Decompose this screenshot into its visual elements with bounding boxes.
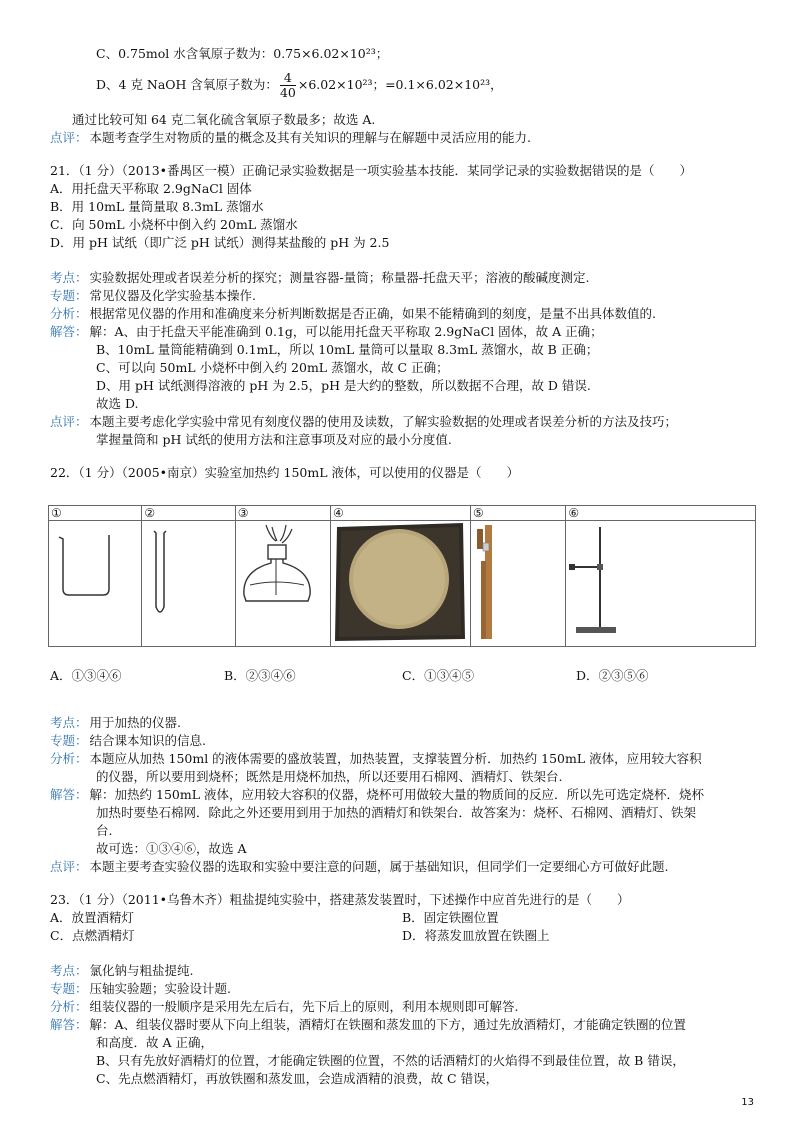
labeled-line [50,751,702,767]
section-text: 本题主要考查实验仪器的选取和实验中要注意的问题，属于基础知识，但同学们一定要细心方可做好此题. [89,859,669,874]
text-line: D、用 pH 试纸测得溶液的 pH 为 2.5，pH 是大约的整数，所以数据不合理，故 D 错误. [96,378,591,393]
section-text: 本题主要考虑化学实验中常见有刻度仪器的使用及读数，了解实验数据的处理或者误差分析的方法及技巧； [89,414,678,429]
section-label: 分析： [50,751,88,766]
section-label: 专题： [50,288,88,303]
labeled-line [50,306,656,322]
asbestos-gauze-icon [331,521,471,645]
text-line: 故可选：①③④⑥，故选 A [96,841,247,856]
section-text: 用于加热的仪器. [89,715,181,730]
text-line: A．放置酒精灯 [50,910,135,925]
text-line: 的仪器，所以要用到烧杯；既然是用烧杯加热，所以还要用石棉网、酒精灯、铁架台. [96,769,563,784]
text-line: B．固定铁圈位置 [402,910,499,925]
labeled-line [50,999,519,1015]
section-text: 解：A、组装仪器时要从下向上组装，酒精灯在铁圈和蒸发皿的下方，通过先放酒精灯，才能确定铁圈的位置 [89,1017,687,1032]
section-label: 解答： [50,324,88,339]
text-line: 22．（1 分）（2005•南京）实验室加热约 150mL 液体，可以使用的仪器是（ ） [50,465,519,480]
text-line: A．用托盘天平称取 2.9gNaCl 固体 [50,181,252,196]
labeled-line [50,981,231,997]
section-text: 常见仪器及化学实验基本操作. [89,288,256,303]
apparatus-cell-beaker: ① [49,506,142,646]
text-line: 和高度．故 A 正确， [96,1035,213,1050]
text-line: C、先点燃酒精灯，再放铁圈和蒸发皿，会造成酒精的浪费，故 C 错误， [96,1071,499,1086]
section-label: 点评： [50,859,88,874]
section-label: 考点： [50,715,88,730]
labeled-line [50,787,704,803]
labeled-line [50,733,206,749]
section-label: 点评： [50,130,88,145]
text-line: 台. [96,823,113,838]
labeled-line [50,288,256,304]
apparatus-cell-test-tube-holder: ⑤ [471,506,566,646]
section-text: 根据常见仪器的作用和准确度来分析判断数据是否正确，如果不能精确到的刻度，是量不出具体数值的. [89,306,656,321]
section-text: 解：加热约 150mL 液体，应用较大容积的仪器，烧杯可用做较大量的物质间的反应．所以先可选定烧杯．烧杯 [89,787,704,802]
q22-option: C．①③④⑤ [402,668,475,683]
section-label: 分析： [50,999,88,1014]
section-text: 组装仪器的一般顺序是采用先左后右，先下后上的原则，利用本规则即可解答. [89,999,519,1014]
section-label: 考点： [50,270,88,285]
labeled-line [50,1017,686,1033]
apparatus-table [48,505,756,647]
apparatus-cell-asbestos-gauze: ④ [331,506,471,646]
q22-option: B．②③④⑥ [224,668,296,683]
text-line: 23．（1 分）（2011•乌鲁木齐）粗盐提纯实验中，搭建蒸发装置时，下述操作中应首先进行的是（ ） [50,892,630,907]
section-text: 氯化钠与粗盐提纯. [89,963,194,978]
section-label: 专题： [50,981,88,996]
labeled-line [50,270,589,286]
text-line: B、只有先放好酒精灯的位置，才能确定铁圈的位置，不然的话酒精灯的火焰得不到最佳位置，故 B 错误， [96,1053,685,1068]
section-label: 解答： [50,787,88,802]
text-line: 故选 D. [96,396,139,411]
labeled-line [50,130,531,146]
page-number: 13 [741,1097,754,1108]
text-line: C．向 50mL 小烧杯中倒入约 20mL 蒸馏水 [50,217,298,232]
text-line: 通过比较可知 64 克二氧化硫含氧原子数最多；故选 A. [72,112,376,127]
beaker-icon [49,521,142,645]
section-text: 结合课本知识的信息. [89,733,206,748]
labeled-line [50,859,669,875]
apparatus-cell-alcohol-lamp: ③ [236,506,331,646]
text-line: 掌握量筒和 pH 试纸的使用方法和注意事项及对应的最小分度值. [96,432,452,447]
text-line: C．点燃酒精灯 [50,928,135,943]
iron-stand-icon [566,521,756,645]
text-line: 加热时要垫石棉网．除此之外还要用到用于加热的酒精灯和铁架台．故答案为：烧杯、石棉网、酒精灯、铁架 [96,805,697,820]
section-text: 本题应从加热 150ml 的液体需要的盛放装置，加热装置，支撑装置分析．加热约 150mL 液体，应用较大容积 [89,751,702,766]
labeled-line [50,324,603,340]
alcohol-lamp-icon [236,521,331,645]
test-tube-holder-icon [471,521,566,645]
text-line: D．用 pH 试纸（即广泛 pH 试纸）测得某盐酸的 pH 为 2.5 [50,235,390,250]
q22-option: D．②③⑤⑥ [576,668,649,683]
section-text: 本题考查学生对物质的量的概念及其有关知识的理解与在解题中灵活应用的能力. [89,130,531,145]
apparatus-cell-test-tube: ② [142,506,235,646]
text-line: B、10mL 量筒能精确到 0.1mL，所以 10mL 量筒可以量取 8.3mL 蒸馏水，故 B 正确； [96,342,599,357]
test-tube-icon [142,521,235,645]
text-line: B．用 10mL 量筒量取 8.3mL 蒸馏水 [50,199,264,214]
text-line: D．将蒸发皿放置在铁圈上 [402,928,550,943]
section-label: 考点： [50,963,88,978]
section-text: 解：A、由于托盘天平能准确到 0.1g，可以能用托盘天平称取 2.9gNaCl 固体，故 A 正确； [89,324,603,339]
section-label: 分析： [50,306,88,321]
section-text: 压轴实验题；实验设计题. [89,981,231,996]
section-label: 专题： [50,733,88,748]
section-label: 解答： [50,1017,88,1032]
apparatus-cell-iron-stand: ⑥ [566,506,755,646]
section-label: 点评： [50,414,88,429]
labeled-line [50,414,677,430]
text-line: C、可以向 50mL 小烧杯中倒入约 20mL 蒸馏水，故 C 正确； [96,360,449,375]
text-line: 21．（1 分）（2013•番禺区一模）正确记录实验数据是一项实验基本技能．某同学记录的实验数据错误的是（ ） [50,163,693,178]
labeled-line [50,963,194,979]
option-d-formula-line: D、4 克 NaOH 含氧原子数为： $\frac{4}{40}$ ×6.02×10²³；=0.1×6.02×10²³， [96,70,503,100]
section-text: 实验数据处理或者误差分析的探究；测量容器-量筒；称量器-托盘天平；溶液的酸碱度测定. [89,270,590,285]
fraction: $\frac{4}{40}$ [279,70,296,100]
q22-option: A．①③④⑥ [50,668,122,683]
labeled-line [50,715,181,731]
text-line: C、0.75mol 水含氧原子数为：0.75×6.02×10²³； [96,46,389,61]
